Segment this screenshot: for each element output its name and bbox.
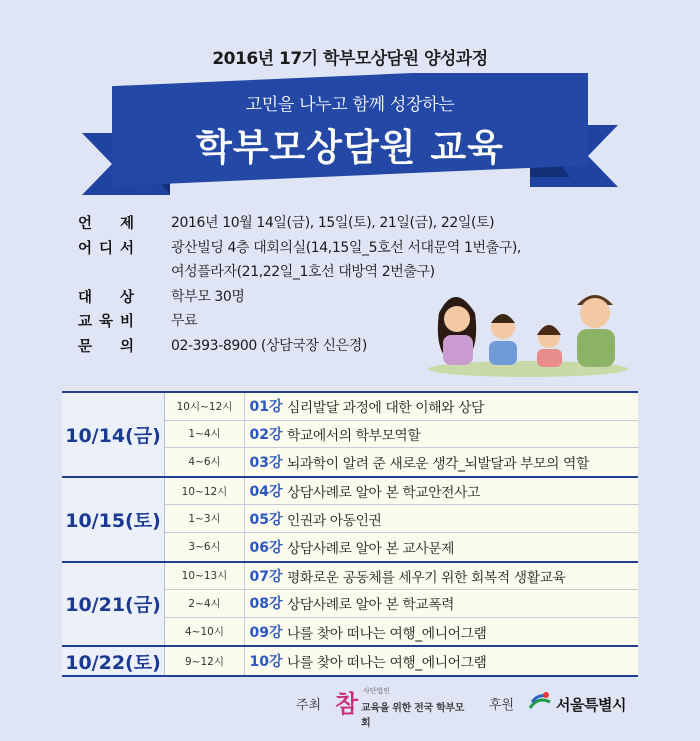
session-row <box>165 478 638 506</box>
session-lecture: 01강 <box>249 399 283 416</box>
father-figure <box>577 295 615 367</box>
ribbon-subtitle: 고민을 나누고 함께 성장하는 <box>245 95 455 115</box>
info-value: 여성플라자(21,22일_1호선 대방역 2번출구) <box>171 264 435 281</box>
session-lecture: 07강 <box>249 568 283 585</box>
session-time: 10시~12시 <box>165 393 245 420</box>
schedule-table <box>62 391 638 677</box>
session-list <box>164 647 638 675</box>
session-topic: 학교에서의 학부모역할 <box>287 427 421 444</box>
session-row <box>165 618 638 646</box>
title-ribbon <box>0 73 700 198</box>
info-value: 2016년 10월 14일(금), 15일(토), 21일(금), 22일(토) <box>171 215 495 231</box>
session-row <box>165 448 638 476</box>
host-logo-small-text: 사단법인 <box>363 687 391 695</box>
session-lecture: 05강 <box>249 511 283 528</box>
info-value: 학부모 30명 <box>171 288 245 305</box>
session-lecture: 03강 <box>249 454 283 471</box>
day-label: 10/15(토) <box>62 478 164 561</box>
day-label: 10/14(금) <box>62 393 164 476</box>
session-lecture: 04강 <box>249 484 283 501</box>
session-topic: 뇌과학이 알려 준 새로운 생각_뇌발달과 부모의 역할 <box>287 455 589 472</box>
day-label: 10/21(금) <box>62 563 164 646</box>
ribbon-title: 학부모상담원 교육 <box>196 126 504 169</box>
info-value: 02-393-8900 (상담국장 신은경) <box>171 337 367 354</box>
session-time: 9~12시 <box>165 647 245 675</box>
session-time: 1~4시 <box>165 421 245 448</box>
info-label: 문 의 <box>78 338 134 355</box>
session-row <box>165 505 638 533</box>
session-topic: 인권과 아동인권 <box>287 512 382 529</box>
session-lecture: 02강 <box>249 426 283 443</box>
info-label: 대 상 <box>78 289 134 306</box>
sponsor-logo <box>526 688 636 716</box>
footer <box>0 682 700 729</box>
session-topic: 나를 찾아 떠나는 여행_에니어그램 <box>287 625 487 642</box>
session-time: 10~12시 <box>165 478 245 505</box>
session-lecture: 06강 <box>249 539 283 556</box>
session-time: 2~4시 <box>165 590 245 617</box>
session-time: 4~6시 <box>165 448 245 476</box>
host-logo-mark: 참 <box>335 689 359 718</box>
info-label: 교 육 비 <box>78 314 134 331</box>
session-row <box>165 647 638 675</box>
sponsor-name: 서울특별시 <box>556 696 626 714</box>
day-block <box>62 563 638 648</box>
session-row <box>165 421 638 449</box>
session-row <box>165 590 638 618</box>
session-lecture: 10강 <box>249 654 283 671</box>
info-row-where-2 <box>78 261 598 283</box>
session-topic: 상담사례로 알아 본 학교폭력 <box>287 597 455 614</box>
session-topic: 나를 찾아 떠나는 여행_에니어그램 <box>287 655 487 672</box>
session-time: 1~3시 <box>165 505 245 532</box>
day-block <box>62 478 638 563</box>
session-list <box>164 393 638 476</box>
session-time: 3~6시 <box>165 533 245 561</box>
info-label: 언 제 <box>78 216 134 232</box>
seoul-logo-icon <box>526 688 554 716</box>
session-topic: 심리발달 과정에 대한 이해와 상담 <box>287 400 484 417</box>
session-row <box>165 563 638 591</box>
host-label: 주최 <box>296 698 322 713</box>
info-row-where <box>78 237 598 259</box>
day-block <box>62 647 638 677</box>
info-label: 어 디 서 <box>78 240 134 257</box>
boy-figure <box>489 314 517 365</box>
session-lecture: 09강 <box>249 624 283 641</box>
top-title: 2016년 17기 학부모상담원 양성과정 <box>212 49 488 69</box>
session-row <box>165 533 638 561</box>
day-block <box>62 393 638 478</box>
session-time: 4~10시 <box>165 618 245 646</box>
sponsor-label: 후원 <box>489 698 515 713</box>
session-list <box>164 478 638 561</box>
day-label: 10/22(토) <box>62 647 164 675</box>
host-logo <box>335 684 467 729</box>
session-row <box>165 393 638 421</box>
session-list <box>164 563 638 646</box>
mother-figure <box>438 297 476 365</box>
session-time: 10~13시 <box>165 563 245 590</box>
info-value: 무료 <box>171 313 198 330</box>
session-lecture: 08강 <box>249 596 283 613</box>
info-value: 광산빌딩 4층 대회의실(14,15일_5호선 서대문역 1번출구), <box>171 239 521 256</box>
girl-figure <box>537 325 562 367</box>
session-topic: 상담사례로 알아 본 교사문제 <box>287 540 455 557</box>
family-illustration <box>425 283 631 379</box>
session-topic: 평화로운 공동체를 세우기 위한 회복적 생활교육 <box>287 569 566 586</box>
host-name: 교육을 위한 전국 학부모회 <box>361 703 465 729</box>
session-topic: 상담사례로 알아 본 학교안전사고 <box>287 485 480 502</box>
info-row-when <box>78 212 598 234</box>
